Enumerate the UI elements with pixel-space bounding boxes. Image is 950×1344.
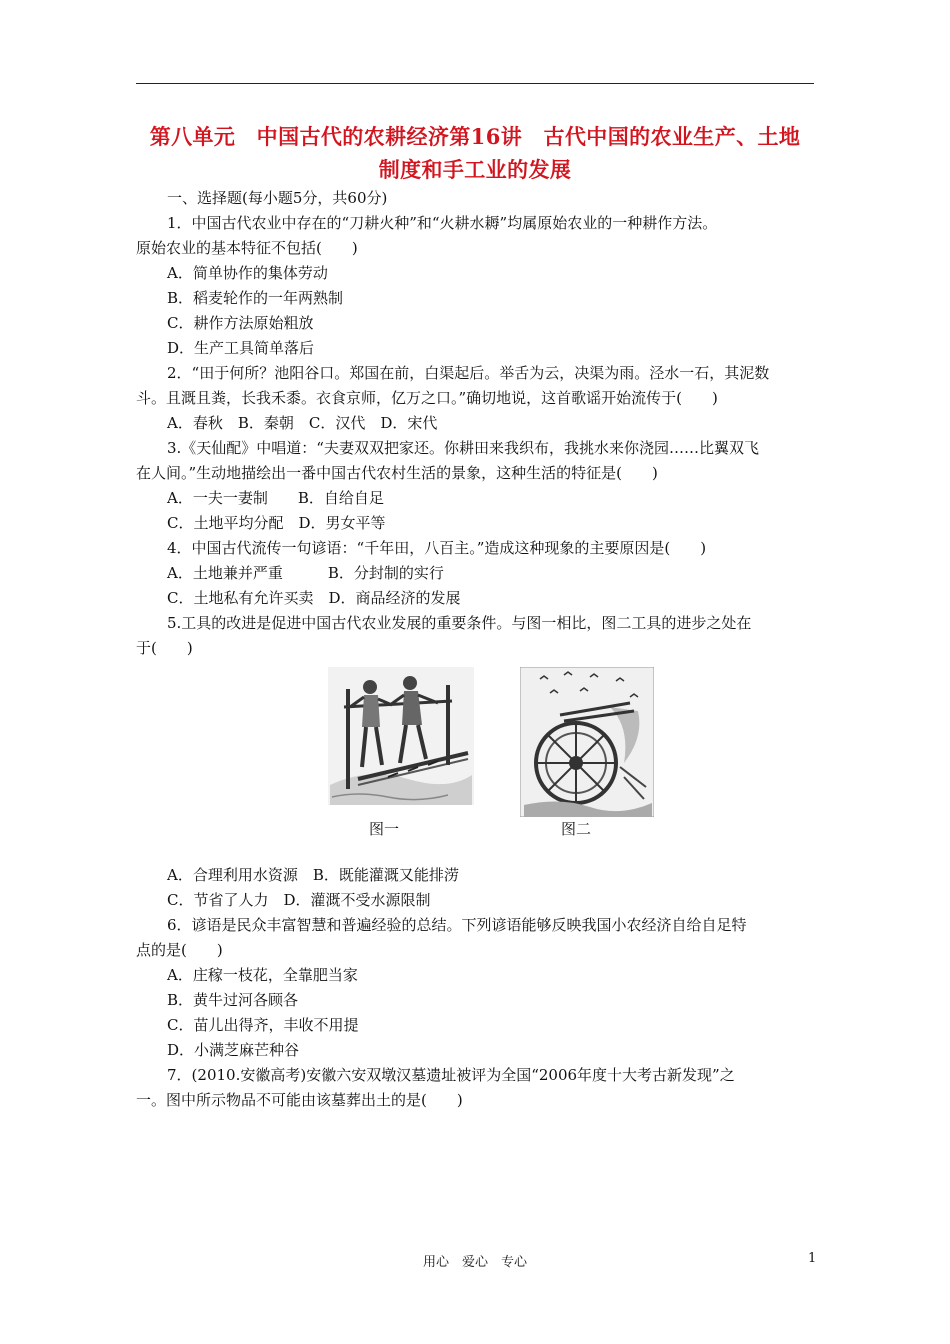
q5-options-cd: C．节省了人力 D．灌溉不受水源限制 [167,891,431,909]
q1-option-c: C．耕作方法原始粗放 [167,314,314,332]
q2-stem-line1: 2．“田于何所？池阳谷口。郑国在前，白渠起后。举舌为云，决渠为雨。泾水一石，其泥数 [167,364,770,382]
q2-stem-line2: 斗。且溉且粪，长我禾黍。衣食京师，亿万之口。”确切地说，这首歌谣开始流传于( ) [136,389,718,407]
q1-option-d: D．生产工具简单落后 [167,339,315,357]
section-heading: 一、选择题(每小题5分，共60分) [167,189,388,207]
q5-figures [136,667,814,863]
q3-options-ab: A．一夫一妻制 B．自给自足 [167,489,384,507]
title-line-1: 第八单元 中国古代的农耕经济第16讲 古代中国的农业生产、土地 [149,124,801,149]
page-footer: 用心 爱心 专心 [422,1255,527,1270]
q1-option-a: A．简单协作的集体劳动 [167,264,328,282]
header-rule [136,83,814,84]
q6-option-d: D．小满芝麻芒种谷 [167,1041,300,1059]
q6-stem-line1: 6．谚语是民众丰富智慧和普遍经验的总结。下列谚语能够反映我国小农经济自给自足特 [167,916,747,934]
q3-stem-line1: 3.《天仙配》中唱道：“夫妻双双把家还。你耕田来我织布，我挑水来你浇园……比翼双飞 [167,439,759,457]
page-number: 1 [808,1251,817,1266]
q4-stem: 4．中国古代流传一句谚语：“千年田，八百主。”造成这种现象的主要原因是( ) [167,539,707,557]
title-line-2: 制度和手工业的发展 [378,157,572,182]
q3-stem-line2: 在人间。”生动地描绘出一番中国古代农村生活的景象，这种生活的特征是( ) [136,464,658,482]
q1-option-b: B．稻麦轮作的一年两熟制 [167,289,344,307]
q4-options-cd: C．土地私有允许买卖 D．商品经济的发展 [167,589,461,607]
q6-option-b: B．黄牛过河各顾各 [167,991,299,1009]
figure-1-caption: 图一 [369,820,400,838]
q3-options-cd: C．土地平均分配 D．男女平等 [167,514,386,532]
q5-stem-line2: 于( ) [136,639,193,657]
q7-stem-line2: 一。图中所示物品不可能由该墓葬出土的是( ) [136,1091,463,1109]
q7-stem-line1: 7．(2010.安徽高考)安徽六安双墩汉墓遗址被评为全国“2006年度十大考古新发现”之 [167,1066,735,1084]
figure-2-water-wheel-image [520,667,654,817]
document-body [136,186,814,1113]
q6-option-c: C．苗儿出得齐，丰收不用提 [167,1016,359,1034]
q2-options: A．春秋 B．秦朝 C．汉代 D．宋代 [167,414,438,432]
q1-stem-line2: 原始农业的基本特征不包括( ) [136,239,358,257]
q6-option-a: A．庄稼一枝花，全靠肥当家 [167,966,358,984]
q1-stem-line1: 1．中国古代农业中存在的“刀耕火种”和“火耕水耨”均属原始农业的一种耕作方法。 [167,214,718,232]
document-title [136,120,814,186]
q5-options-ab: A．合理利用水资源 B．既能灌溉又能排涝 [167,866,459,884]
figure-2-caption: 图二 [561,820,592,838]
q4-options-ab: A．土地兼并严重 B．分封制的实行 [167,564,444,582]
figure-1-pedal-waterwheel-image [328,667,474,805]
q5-stem-line1: 5.工具的改进是促进中国古代农业发展的重要条件。与图一相比，图二工具的进步之处在 [167,614,752,632]
q6-stem-line2: 点的是( ) [136,941,223,959]
